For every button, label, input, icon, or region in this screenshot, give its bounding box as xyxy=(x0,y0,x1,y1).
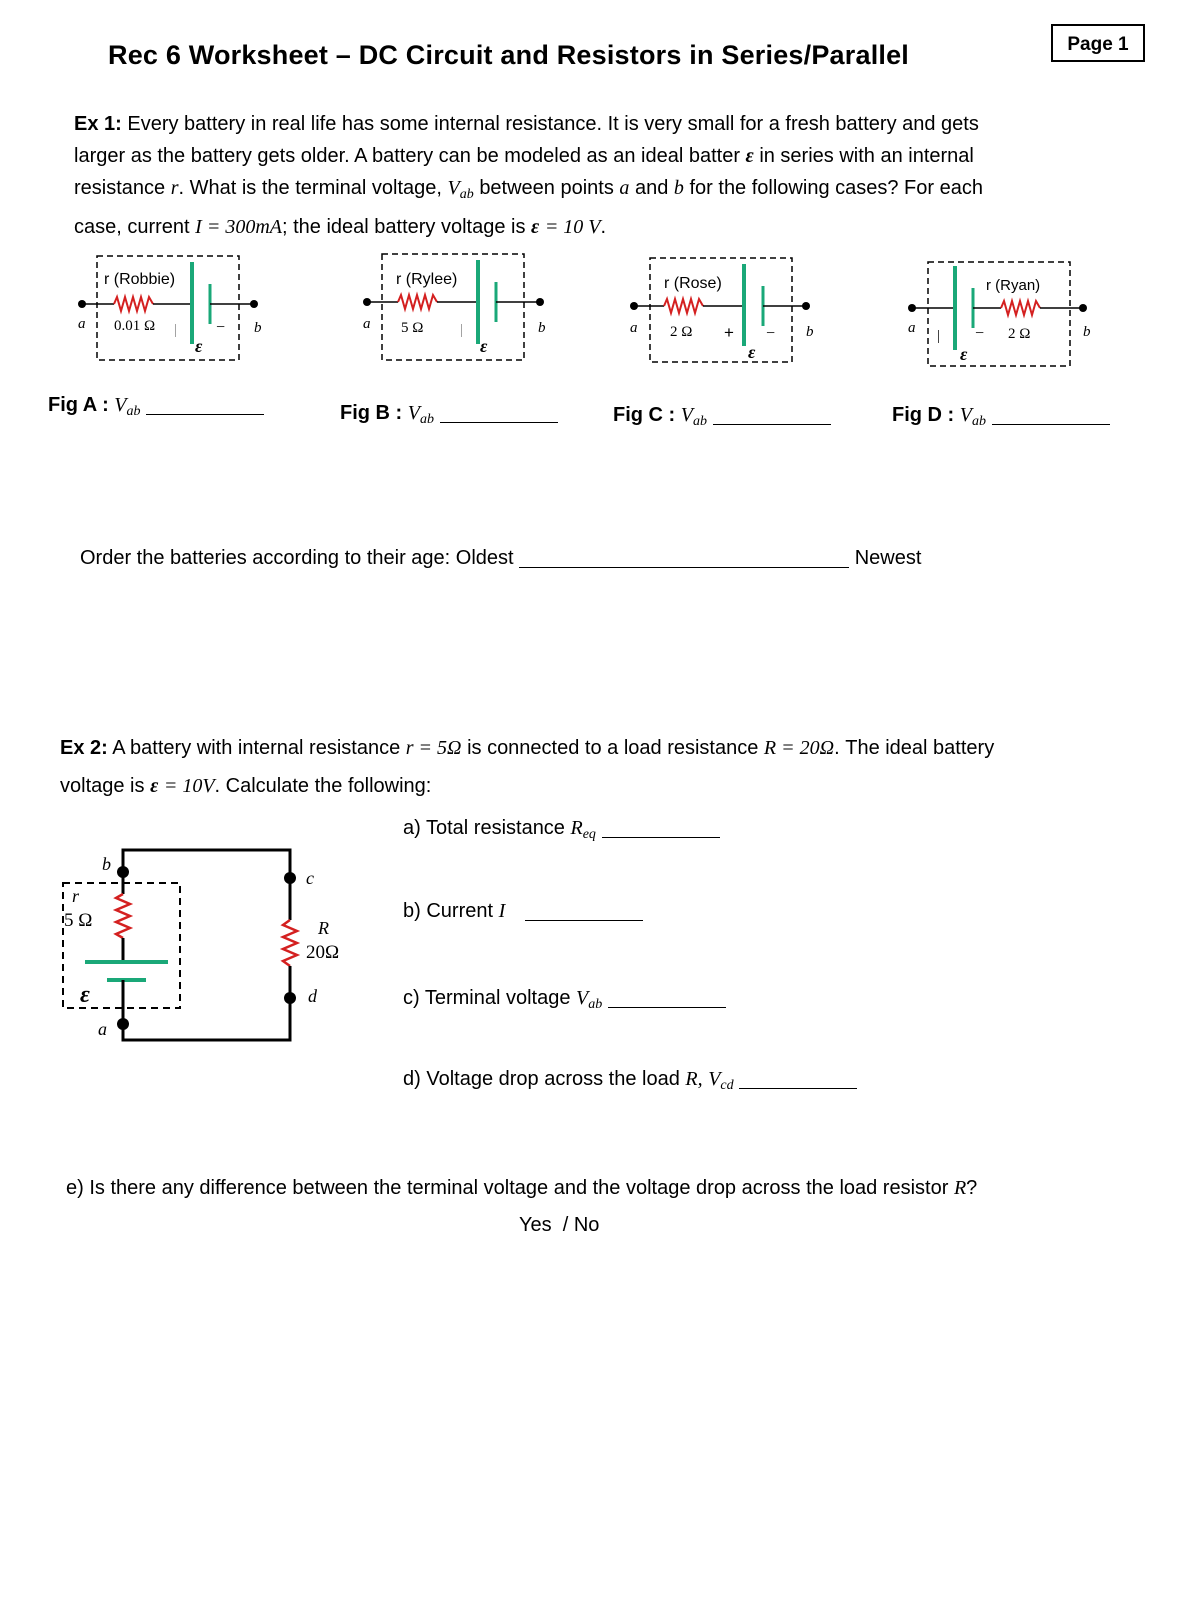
fig-b-node-a: a xyxy=(363,316,371,332)
fig-d-node-a: a xyxy=(908,320,916,336)
ex1-text: . What is the terminal voltage, xyxy=(178,177,442,199)
node-a-label: a xyxy=(98,1019,107,1039)
fig-b-resistance: 5 Ω xyxy=(401,320,424,336)
fig-a-minus: − xyxy=(216,319,226,336)
question-d-text: d) Voltage drop across the load xyxy=(403,1068,680,1090)
ex2-text: voltage is xyxy=(60,775,145,797)
fig-c-r-label: r (Rose) xyxy=(664,275,722,292)
node-b-label: b xyxy=(102,854,111,874)
internal-resistor-zigzag xyxy=(116,894,130,938)
node-b-dot xyxy=(117,866,129,878)
ex1-figures xyxy=(0,240,1200,380)
fig-c-node-a: a xyxy=(630,320,638,336)
vab-letter: V xyxy=(447,177,460,199)
ex2-paragraph xyxy=(60,732,1140,802)
fig-d-resistance: 2 Ω xyxy=(1008,326,1031,342)
load-R-symbol: R xyxy=(953,1177,967,1199)
fig-c-answer-blank[interactable] xyxy=(713,404,831,425)
fig-a-plus-mark: | xyxy=(174,322,178,338)
load-R-symbol: R, xyxy=(685,1068,703,1090)
question-a xyxy=(403,812,720,851)
fig-b-plus-mark: | xyxy=(460,322,464,338)
fig-d-answer-blank[interactable] xyxy=(992,404,1110,425)
question-e-text: e) Is there any difference between the terminal voltage and the voltage drop across the load resistor xyxy=(66,1177,949,1199)
fig-b-answer-blank[interactable] xyxy=(440,402,558,423)
fig-d-node-b: b xyxy=(1083,324,1091,340)
question-c-answer-blank[interactable] xyxy=(608,987,726,1008)
fig-c-plus: + xyxy=(724,323,734,342)
fig-d-minus: − xyxy=(975,325,985,342)
r-symbol: r xyxy=(170,177,179,199)
fig-b-r-label: r (Rylee) xyxy=(396,271,458,288)
resistor-zigzag xyxy=(398,295,437,309)
vab-symbol xyxy=(114,394,141,420)
order-suffix: Newest xyxy=(854,547,922,569)
fig-b-node-b: b xyxy=(538,320,546,336)
internal-emf-symbol: ε xyxy=(80,982,90,1008)
resistor-zigzag xyxy=(114,297,153,311)
ex1-text: case, current xyxy=(74,216,190,239)
page-number-box: Page 1 xyxy=(1051,24,1145,62)
question-c xyxy=(403,982,726,1021)
load-resistor-zigzag xyxy=(283,920,297,966)
req-subscript: eq xyxy=(582,827,596,843)
node-c-label: c xyxy=(306,868,314,888)
question-d xyxy=(403,1063,857,1102)
ex2-line-2 xyxy=(60,770,1140,802)
fig-a-node-b: b xyxy=(254,320,262,336)
node-d-label: d xyxy=(308,986,317,1006)
question-b-answer-blank[interactable] xyxy=(525,900,643,921)
emf-symbol: ε xyxy=(745,145,754,167)
fig-c-resistance: 2 Ω xyxy=(670,324,693,340)
ex2-circuit xyxy=(40,830,370,1060)
fig-d-plus-mark: | xyxy=(937,328,941,344)
ex1-text: ; the ideal battery voltage is xyxy=(282,216,526,239)
vab-symbol xyxy=(447,177,474,203)
ex1-heading: Ex 1: xyxy=(74,113,122,135)
bottom-wire xyxy=(123,998,290,1040)
ex1-text: Every battery in real life has some internal resistance. It is very small for a fresh battery and gets xyxy=(127,113,979,135)
emf-symbol: ε xyxy=(150,775,159,797)
yes-no-options[interactable]: Yes / No xyxy=(519,1214,600,1236)
order-batteries-line xyxy=(80,542,921,574)
terminal-b-dot xyxy=(536,298,544,306)
order-answer-blank[interactable] xyxy=(519,547,849,568)
fig-b-emf: ε xyxy=(480,336,488,356)
vab-subscript: ab xyxy=(420,412,434,428)
vcd-symbol xyxy=(708,1068,734,1094)
vab-letter: V xyxy=(680,404,693,426)
b-symbol: b xyxy=(673,177,684,199)
page-title: Rec 6 Worksheet – DC Circuit and Resistors in Series/Parallel xyxy=(108,40,910,70)
fig-b-label: Fig B : xyxy=(340,402,403,424)
figure-b-dashed-box xyxy=(382,254,524,360)
ex1-line-3 xyxy=(74,172,1134,211)
ex1-text: larger as the battery gets older. A battery can be modeled as an ideal batter xyxy=(74,145,740,167)
figure-d-circuit xyxy=(908,262,1091,366)
ex1-text: resistance xyxy=(74,177,166,199)
vab-subscript: ab xyxy=(588,997,603,1013)
fig-a-r-label: r (Robbie) xyxy=(104,271,176,288)
emf-equation: = 10V xyxy=(163,775,215,797)
fig-a-node-a: a xyxy=(78,316,86,332)
order-prefix: Order the batteries according to their age: Oldest xyxy=(80,547,514,569)
question-d-answer-blank[interactable] xyxy=(739,1068,857,1089)
ex2-line-1 xyxy=(60,732,1140,764)
vab-subscript: ab xyxy=(972,414,986,430)
fig-c-emf: ε xyxy=(748,342,756,362)
req-letter: R xyxy=(570,817,583,839)
vab-letter: V xyxy=(114,394,127,416)
node-d-dot xyxy=(284,992,296,1004)
question-e xyxy=(66,1172,1166,1204)
figure-a-circuit xyxy=(78,256,262,360)
ex2-heading: Ex 2: xyxy=(60,737,108,759)
period: . xyxy=(600,216,607,239)
question-a-text: a) Total resistance xyxy=(403,817,565,839)
ex1-paragraph xyxy=(74,108,1134,243)
fig-a-emf: ε xyxy=(195,336,203,356)
vcd-subscript: cd xyxy=(720,1078,734,1094)
internal-r-symbol: r xyxy=(72,886,80,906)
question-a-answer-blank[interactable] xyxy=(602,817,720,838)
emf-symbol: ε xyxy=(531,216,540,239)
load-R-value: 20Ω xyxy=(306,942,340,963)
ex1-line-4 xyxy=(74,211,1134,243)
question-b-text: b) Current xyxy=(403,900,494,922)
vab-subscript: ab xyxy=(126,404,141,420)
req-symbol xyxy=(570,817,596,843)
ex1-text: for the following cases? For each xyxy=(689,177,983,199)
resistor-zigzag xyxy=(664,299,703,313)
figure-c-circuit xyxy=(630,258,814,362)
terminal-b-dot xyxy=(1079,304,1087,312)
current-symbol: I xyxy=(498,900,506,922)
vab-letter: V xyxy=(407,402,420,424)
vcd-letter: V xyxy=(708,1068,721,1090)
fig-d-emf: ε xyxy=(960,344,968,364)
top-wire xyxy=(123,850,290,878)
fig-a-answer xyxy=(48,394,264,420)
resistor-zigzag xyxy=(1001,301,1040,315)
internal-r-value: 5 Ω xyxy=(64,910,93,931)
fig-d-label: Fig D : xyxy=(892,404,955,426)
question-mark: ? xyxy=(966,1177,978,1199)
vab-symbol xyxy=(680,404,707,430)
vab-symbol xyxy=(959,404,986,430)
fig-d-answer xyxy=(892,404,1110,430)
emf-equation: = 10 V xyxy=(544,216,601,239)
vab-subscript: ab xyxy=(693,414,707,430)
fig-c-answer xyxy=(613,404,831,430)
r-equation: r = 5Ω xyxy=(405,737,462,759)
R-equation: R = 20Ω xyxy=(763,737,835,759)
fig-c-minus: − xyxy=(766,325,776,342)
ex1-text: between points xyxy=(479,177,614,199)
ex2-text: . Calculate the following: xyxy=(214,775,432,797)
figure-b-circuit xyxy=(363,254,546,360)
fig-d-r-label: r (Ryan) xyxy=(986,277,1041,294)
vab-symbol xyxy=(576,987,603,1013)
ex1-text: in series with an internal xyxy=(759,145,974,167)
ex2-text: . The ideal battery xyxy=(834,737,995,759)
fig-a-label: Fig A : xyxy=(48,394,109,416)
vab-symbol xyxy=(407,402,434,428)
a-symbol: a xyxy=(619,177,630,199)
ex1-line-2 xyxy=(74,140,1134,172)
node-a-dot xyxy=(117,1018,129,1030)
question-c-text: c) Terminal voltage xyxy=(403,987,571,1009)
fig-a-resistance: 0.01 Ω xyxy=(114,318,156,334)
fig-c-node-b: b xyxy=(806,324,814,340)
fig-b-answer xyxy=(340,402,558,428)
ex1-text: and xyxy=(634,177,669,199)
fig-a-answer-blank[interactable] xyxy=(146,394,264,415)
terminal-b-dot xyxy=(250,300,258,308)
vab-letter: V xyxy=(576,987,589,1009)
vab-letter: V xyxy=(959,404,972,426)
question-b xyxy=(403,895,643,927)
ex2-text: A battery with internal resistance xyxy=(112,737,401,759)
terminal-b-dot xyxy=(802,302,810,310)
ex1-line-1 xyxy=(74,108,1134,140)
ex2-text: is connected to a load resistance xyxy=(467,737,759,759)
load-R-symbol: R xyxy=(318,918,329,938)
vab-subscript: ab xyxy=(459,187,474,203)
current-equation: I = 300mA xyxy=(195,216,282,239)
node-c-dot xyxy=(284,872,296,884)
fig-c-label: Fig C : xyxy=(613,404,676,426)
